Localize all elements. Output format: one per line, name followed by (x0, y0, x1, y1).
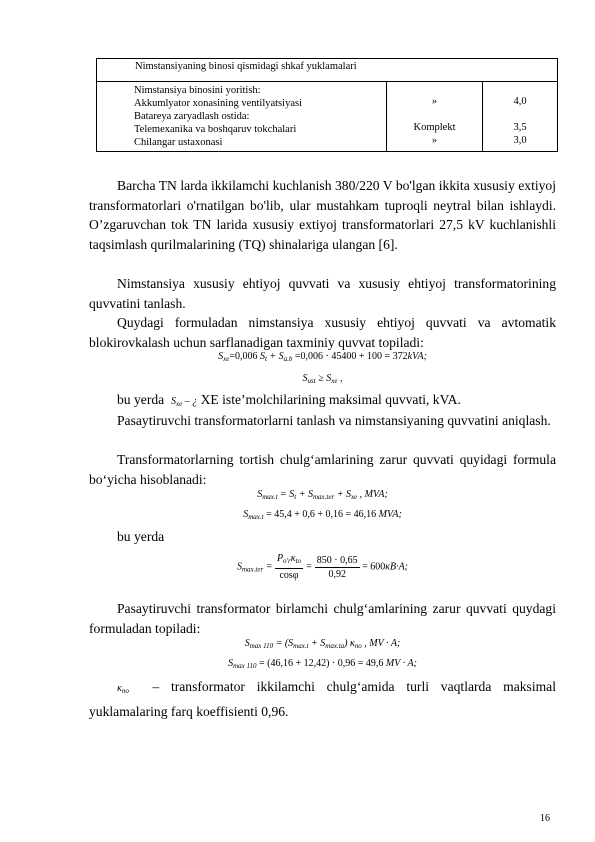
paragraph-power-selection: Nimstansiya xususiy ehtiyoj quvvati va xususiy ehtiyoj transformatorining quvvatini tanlash. (89, 276, 556, 311)
paragraph-transformer-selection: Pasaytiruvchi transformatorlarni tanlash va nimstansiyaning quvvatini aniqlash. (117, 413, 551, 428)
table-cell-value (483, 108, 557, 121)
paragraph-kno-definition: $\kappa_{no}$ – transformator ikkilamchi chulg‘amida turli vaqtlarda maksimal yuklamalaring farq koeffisienti 0,96. (89, 679, 556, 719)
paragraph-where-sxe: bu yerda $S_{xe}$ – ¿ XE iste’molchilarining maksimal quvvati, kVA. (117, 392, 461, 408)
paragraph-tn-transformers: Barcha TN larda ikkilamchi kuchlanish 380/220 V bo'lgan ikkita xususiy extiyoj transformatorlari o'rnatilgan bo'lib, ular mustahkam tuproqli neytral bilan ishlaydi. O’zgaruvchan tok TN larida xususiy extiyoj transformatorlari 27,5 kV kuchlanishli taqsimlash qurilmalarining (TQ) shinalariga ulangan [6]. (89, 178, 556, 252)
table-col-units (387, 82, 483, 152)
table-header: Nimstansiyaning binosi qismidagi shkaf yuklamalari (97, 59, 558, 82)
formula-smax110-values: $S_{max 110} = (46,16 + 12,42) \cdot 0,96 = 49,6$ MV · A; (228, 658, 417, 670)
formula-smax-t: $S_{max.t} = S_t + S_{max.ter} + S_{xe}$ , MVA; (257, 489, 388, 501)
fraction-numeric: $\frac{850 \cdot 0,65}{0,92}$ (316, 554, 358, 580)
table-cell-unit: » (431, 96, 438, 107)
paragraph-primary-winding: Pasaytiruvchi transformator birlamchi chulg‘amlarining zarur quvvati quydagi formuladan topiladi: (89, 601, 556, 636)
paragraph-formula-intro: Quydagi formuladan nimstansiya xususiy ehtiyoj quvvati va avtomatik blokirovkalash uchun sarflanadigan taxminiy quvvat topiladi: (89, 315, 556, 350)
formula-sxe: $S_{xe}=0,006$ $S_t + S_{a.b} =0,006 \cdot 45400 + 100 = 372kVA$; (218, 351, 427, 363)
paragraph-where-smax: bu yerda (117, 529, 165, 544)
paragraph-traction-intro: Transformatorlarning tortish chulg‘amlarining zarur quvvati quyidagi formula bo‘yicha hisoblanadi: (89, 452, 556, 487)
table-cell-value (483, 82, 557, 95)
table-cell-label: Batareya zaryadlash ostida: (134, 111, 250, 122)
table-cell-value: 3,0 (513, 135, 527, 146)
table-col-values (483, 82, 558, 152)
load-table (96, 58, 558, 152)
formula-sust: $S_{ust} \ge S_{xe}$ , (302, 373, 343, 385)
table-cell-label: Chilangar ustaxonasi (134, 137, 223, 148)
table-cell-unit: » (431, 135, 438, 146)
table-row (97, 82, 558, 152)
table-cell-label: Telemexanika va boshqaruv tokchalari (134, 124, 297, 135)
table-cell-unit (387, 82, 482, 95)
page-number: 16 (540, 813, 550, 824)
formula-smax-ter: $S_{max.ter}$ = $\frac{P_{o'r}\kappa_{to}}{\cos\varphi}$ = $\frac{850 \cdot 0,65}{0,92}$ = 600кВ·А; (236, 553, 409, 581)
table-header-row (97, 59, 558, 82)
fraction-symbolic: $\frac{P_{o'r}\kappa_{to}}{\cos\varphi}$ (276, 553, 302, 581)
table-cell-value: 4,0 (513, 96, 527, 107)
table-cell-value: 3,5 (513, 122, 527, 133)
table-col-labels (97, 82, 387, 152)
table-cell-unit: Komplekt (413, 122, 456, 133)
table-cell-unit (387, 108, 482, 121)
table-cell-label: Nimstansiya binosini yoritish: (134, 85, 261, 96)
formula-smax110: $S_{max 110} = (S_{max.t} + S_{max.ta})$ $\kappa_{no}$ , MV · A; (244, 638, 401, 650)
table-cell-label: Akkumlyator xonasining ventilyatsiyasi (134, 98, 302, 109)
formula-smax-t-values: $S_{max.t} = 45,4 + 0,6 + 0,16 = 46,16$ MVA; (243, 509, 402, 521)
